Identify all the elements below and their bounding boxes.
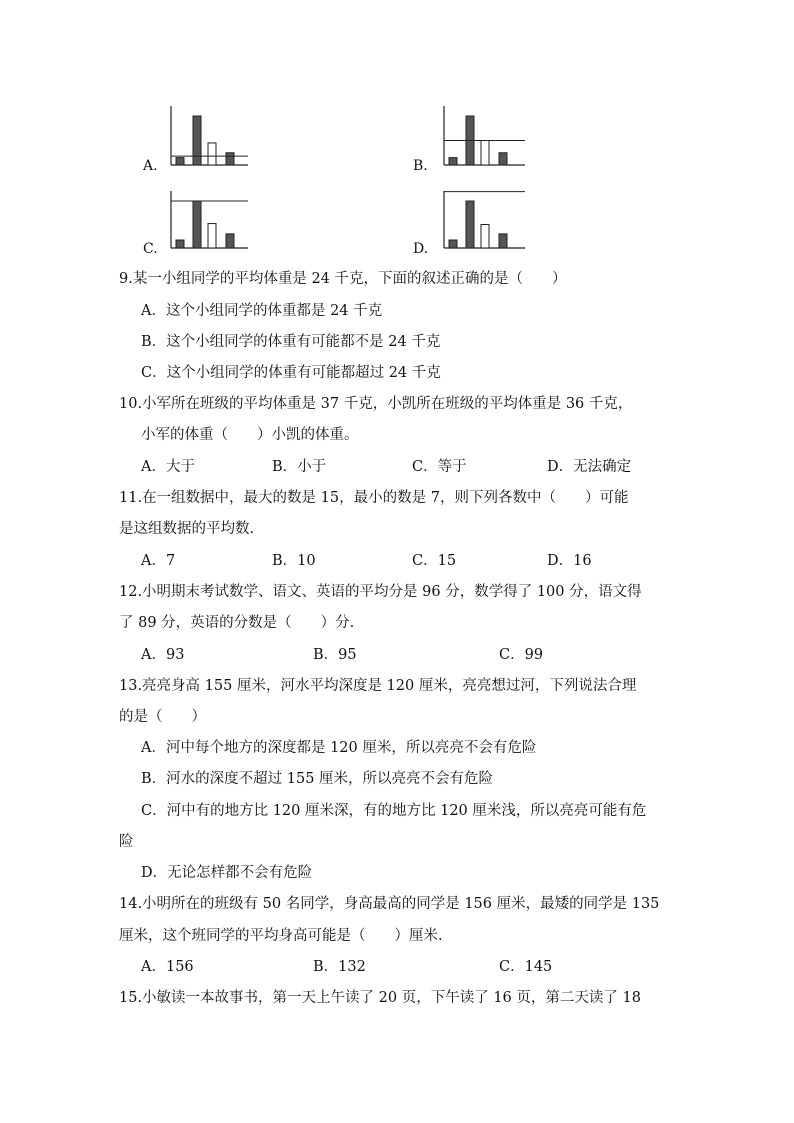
q14-option-c: C．145 — [499, 959, 553, 975]
option-c-chart — [168, 189, 250, 249]
bar — [208, 224, 216, 248]
q11-option-b: B．10 — [272, 553, 316, 569]
q11-option-a: A．7 — [141, 553, 176, 569]
q11-option-c: C．15 — [412, 553, 457, 569]
option-a-label: A. — [143, 158, 158, 174]
q12-stem-line2: 了 89 分，英语的分数是（ ）分. — [119, 615, 355, 631]
option-d-label: D. — [413, 241, 429, 257]
bar — [193, 201, 201, 248]
q10-stem-line1: 10.小军所在班级的平均体重是 37 千克，小凯所在班级的平均体重是 36 千克， — [119, 396, 633, 412]
option-d-chart — [441, 189, 527, 249]
option-c-label: C. — [143, 241, 158, 257]
option-d-chart-svg — [441, 189, 527, 249]
bar — [176, 240, 184, 248]
option-c-chart-svg — [168, 189, 250, 249]
bar — [499, 234, 507, 248]
q12-stem-line1: 12.小明期末考试数学、语文、英语的平均分是 96 分，数学得了 100 分，语文得 — [119, 584, 642, 600]
q12-option-b: B．95 — [313, 647, 357, 663]
bar — [449, 240, 457, 248]
option-a-chart — [168, 104, 250, 166]
q14-stem-line2: 厘米，这个班同学的平均身高可能是（ ）厘米. — [119, 928, 443, 944]
option-b-chart — [441, 104, 527, 166]
q14-stem-line1: 14.小明所在的班级有 50 名同学，身高最高的同学是 156 厘米，最矮的同学是 135 — [119, 896, 660, 912]
q14-option-a: A．156 — [141, 959, 194, 975]
q9-option-b: B．这个小组同学的体重有可能都不是 24 千克 — [141, 334, 441, 350]
q13-option-d: D．无论怎样都不会有危险 — [141, 865, 313, 881]
q10-option-b: B．小于 — [272, 459, 327, 475]
bar — [176, 158, 184, 165]
bar — [193, 116, 201, 165]
q11-option-d: D．16 — [547, 553, 592, 569]
q13-option-b: B．河水的深度不超过 155 厘米，所以亮亮不会有危险 — [141, 771, 494, 787]
bar — [466, 201, 474, 248]
option-a-chart-svg — [168, 104, 250, 166]
bar — [208, 143, 216, 165]
q10-option-a: A．大于 — [141, 459, 195, 475]
bar — [499, 153, 507, 165]
q11-stem-line1: 11.在一组数据中，最大的数是 15，最小的数是 7，则下列各数中（ ）可能 — [119, 490, 629, 506]
q14-option-b: B．132 — [313, 959, 366, 975]
bar — [449, 158, 457, 165]
option-b-chart-svg — [441, 104, 527, 166]
bar — [481, 141, 489, 166]
q10-stem-line2: 小军的体重（ ）小凯的体重。 — [141, 427, 359, 443]
q13-stem-line1: 13.亮亮身高 155 厘米，河水平均深度是 120 厘米，亮亮想过河，下列说法合理 — [119, 678, 637, 694]
q13-option-c-line2: 险 — [119, 834, 134, 850]
q13-option-a: A．河中每个地方的深度都是 120 厘米，所以亮亮不会有危险 — [141, 740, 537, 756]
q13-option-c-line1: C．河中有的地方比 120 厘米深，有的地方比 120 厘米浅，所以亮亮可能有危 — [141, 803, 647, 819]
q9-option-c: C．这个小组同学的体重有可能都超过 24 千克 — [141, 365, 441, 381]
q12-option-c: C．99 — [499, 647, 544, 663]
bar — [226, 234, 234, 248]
q13-stem-line2: 的是（ ） — [119, 709, 206, 725]
q12-option-a: A．93 — [141, 647, 185, 663]
q9-option-a: A．这个小组同学的体重都是 24 千克 — [141, 303, 383, 319]
q15-stem-line1: 15.小敏读一本故事书，第一天上午读了 20 页，下午读了 16 页，第二天读了 18 — [119, 990, 641, 1006]
q10-option-c: C．等于 — [412, 459, 467, 475]
bar — [226, 153, 234, 165]
q11-stem-line2: 是这组数据的平均数. — [119, 521, 255, 537]
q9-stem: 9.某一小组同学的平均体重是 24 千克，下面的叙述正确的是（ ） — [119, 271, 567, 287]
bar — [481, 225, 489, 249]
q10-option-d: D．无法确定 — [547, 459, 632, 475]
option-b-label: B. — [413, 158, 428, 174]
